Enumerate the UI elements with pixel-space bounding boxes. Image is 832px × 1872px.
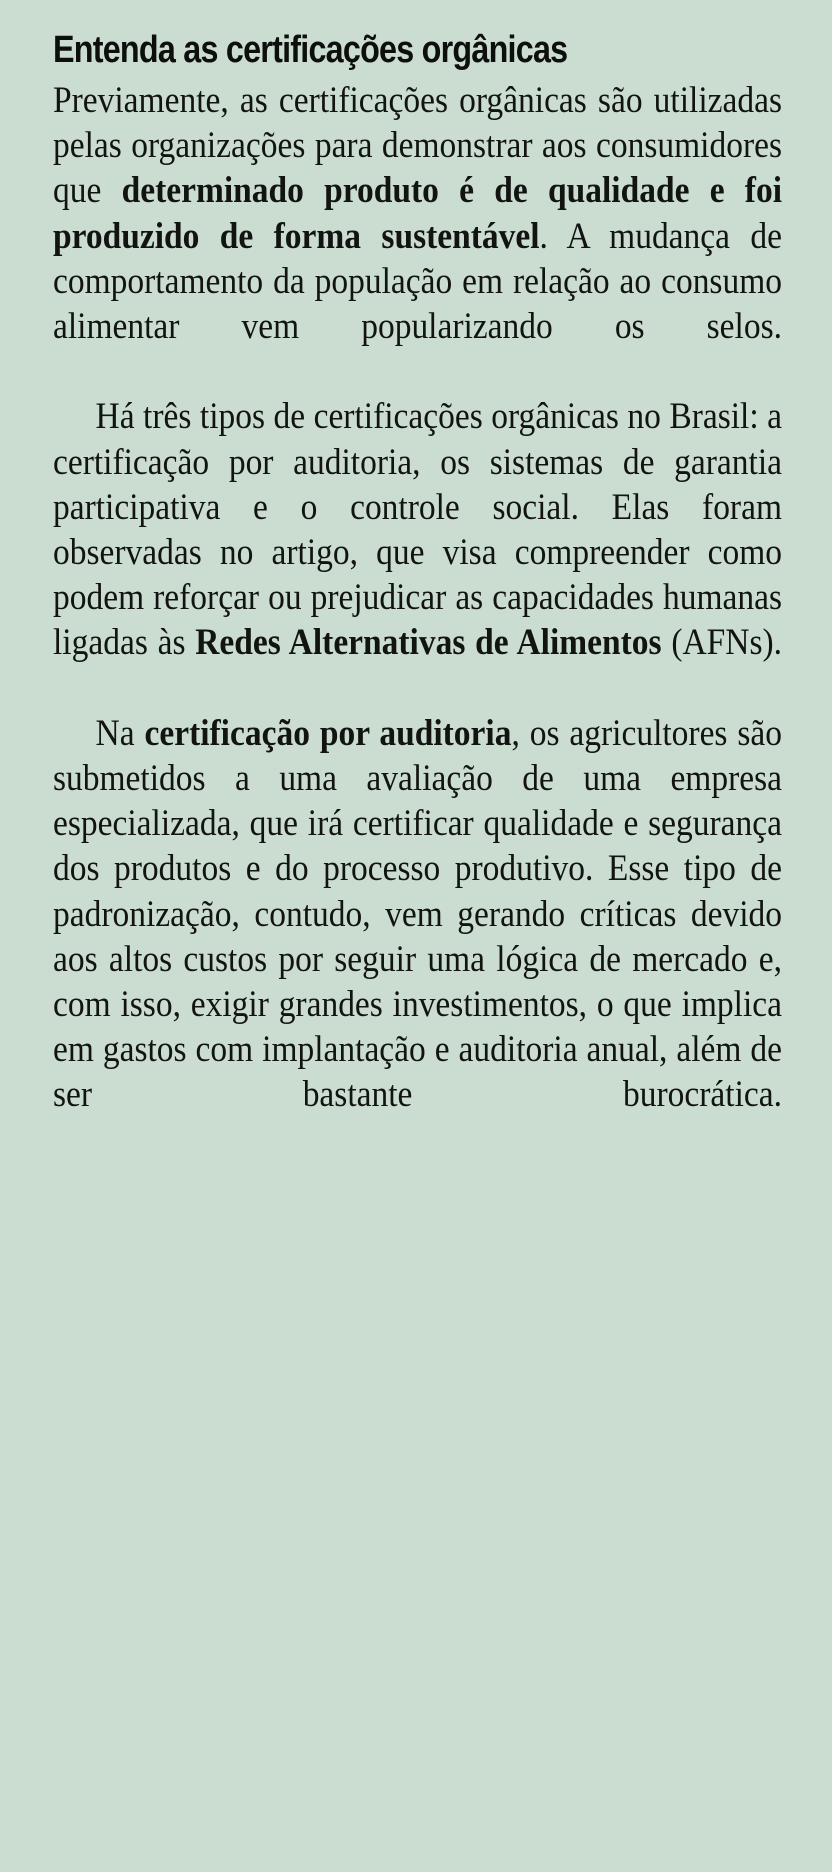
paragraph-1 xyxy=(53,78,782,394)
page-title: Entenda as certificações orgânicas xyxy=(53,29,568,71)
text-run: Previamente, as certificações orgânicas são utilizadas pelas organizações para demonstrar aos consumidores que xyxy=(53,80,783,212)
emphasis-run: Redes Alternativas de Alimentos xyxy=(195,622,662,664)
text-run: (AFNs). xyxy=(661,622,783,664)
emphasis-run: certificação por auditoria xyxy=(144,712,512,754)
emphasis-run: determinado produto é de qualidade e foi produzido de forma sustentável xyxy=(53,170,783,257)
text-run: , os agricultores são submetidos a uma avaliação de uma empresa especializada, que irá certificar qualidade e segurança dos produtos e do processo produtivo. Esse tipo de padronização, contudo, vem gerando críticas devido aos altos custos por seguir uma lógica de mercado e, com isso, exigir grandes investimentos, o que implica em gastos com implantação e auditoria anual, além de ser bastante burocrática. xyxy=(53,712,783,1116)
paragraph-3 xyxy=(53,711,782,1163)
article-body xyxy=(53,78,782,1163)
text-run: Há três tipos de certificações orgânicas no Brasil: a certificação por auditoria, os sistemas de garantia participativa e o controle social. Elas foram observadas no artigo, que visa compreender como podem reforçar ou prejudicar as capacidades humanas ligadas às xyxy=(53,396,783,664)
text-run: . A mudança de comportamento da população em relação ao consumo alimentar vem popularizando os selos. xyxy=(53,215,783,348)
text-run: Na xyxy=(95,712,145,754)
paragraph-2 xyxy=(53,394,782,710)
